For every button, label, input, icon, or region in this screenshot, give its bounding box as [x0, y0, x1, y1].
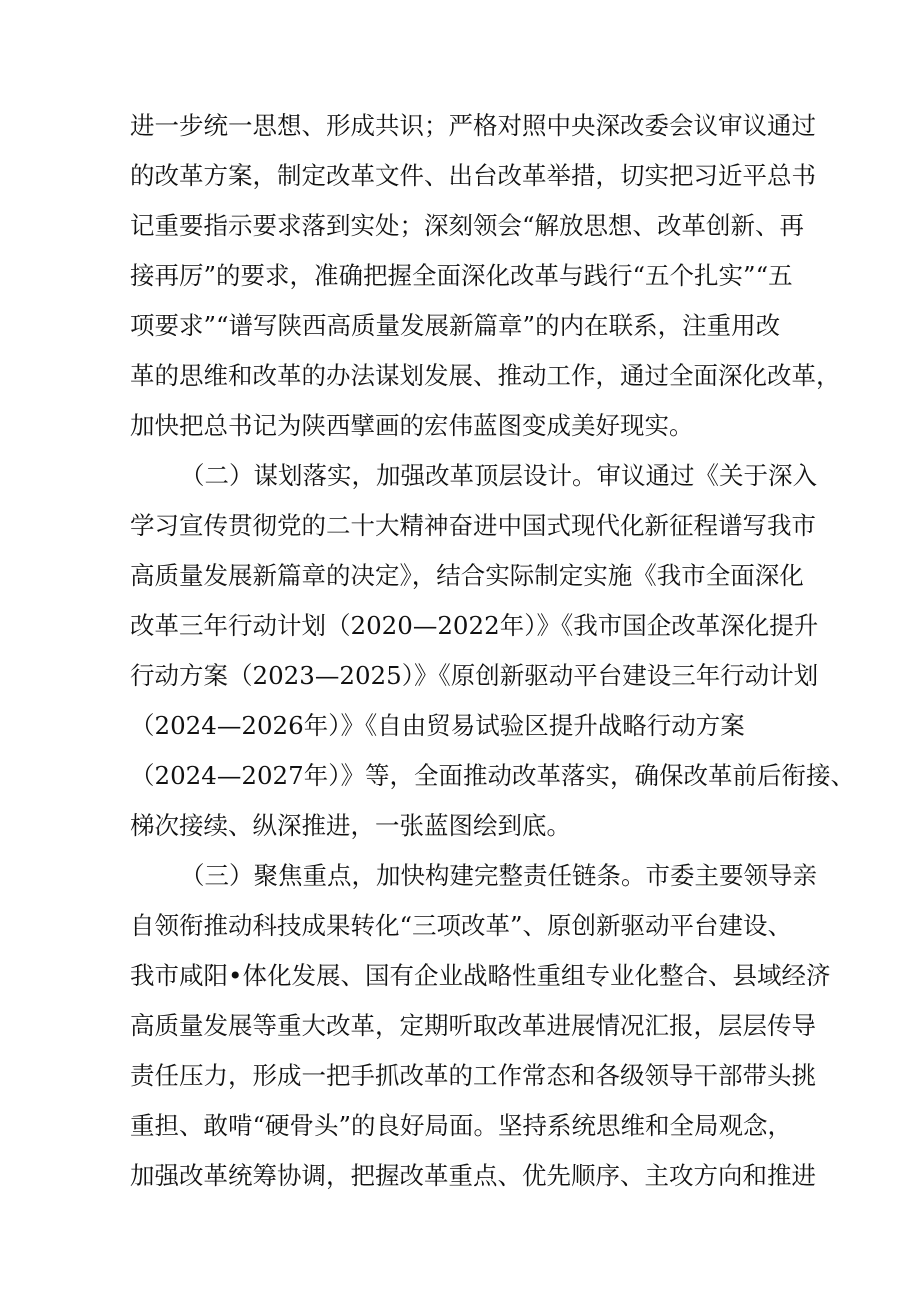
body-text-line: 高质量发展等重大改革，定期听取改革进展情况汇报，层层传导 — [130, 1011, 816, 1040]
body-text-line: 责任压力，形成一把手抓改革的工作常态和各级领导干部带头挑 — [130, 1061, 816, 1090]
body-text-line: 项要求”“谱写陕西高质量发展新篇章”的内在联系，注重用改 — [130, 311, 781, 340]
section-heading-line: （二）谋划落实，加强改革顶层设计。审议通过《关于深入 — [180, 461, 817, 490]
body-text-line: 的改革方案，制定改革文件、出台改革举措，切实把习近平总书 — [130, 161, 816, 190]
body-text-line: 我市咸阳•体化发展、国有企业战略性重组专业化整合、县域经济 — [130, 961, 831, 990]
body-text-line: 梯次接续、纵深推进，一张蓝图绘到底。 — [130, 811, 571, 840]
body-text-line: （2024—2027年）》等，全面推动改革落实，确保改革前后衔接、 — [130, 761, 855, 790]
body-text-line: 接再厉”的要求，准确把握全面深化改革与践行“五个扎实”“五 — [130, 261, 793, 290]
body-text-line: 改革三年行动计划（2020—2022年）》《我市国企改革深化提升 — [130, 611, 819, 640]
body-text-line: 进一步统一思想、形成共识；严格对照中央深改委会议审议通过 — [130, 111, 816, 140]
body-text-line: 行动方案（2023—2025）》《原创新驱动平台建设三年行动计划 — [130, 661, 819, 690]
body-text-line: 记重要指示要求落到实处；深刻领会“解放思想、改革创新、再 — [130, 211, 805, 240]
body-text-line: 自领衔推动科技成果转化“三项改革”、原创新驱动平台建设、 — [130, 911, 793, 940]
body-text-line: 高质量发展新篇章的决定》，结合实际制定实施《我市全面深化 — [130, 561, 804, 590]
body-text-line: 加快把总书记为陕西擘画的宏伟蓝图变成美好现实。 — [130, 411, 694, 440]
body-text-line: 学习宣传贯彻党的二十大精神奋进中国式现代化新征程谱写我市 — [130, 511, 816, 540]
body-text-line: 加强改革统筹协调，把握改革重点、优先顺序、主攻方向和推进 — [130, 1161, 816, 1190]
section-heading-line: （三）聚焦重点，加快构建完整责任链条。市委主要领导亲 — [180, 861, 817, 890]
body-text-line: 革的思维和改革的办法谋划发展、推动工作，通过全面深化改革， — [130, 361, 841, 390]
body-text-line: （2024—2026年）》《自由贸易试验区提升战略行动方案 — [130, 711, 745, 740]
body-text-line: 重担、敢啃“硬骨头”的良好局面。坚持系统思维和全局观念， — [130, 1111, 793, 1140]
